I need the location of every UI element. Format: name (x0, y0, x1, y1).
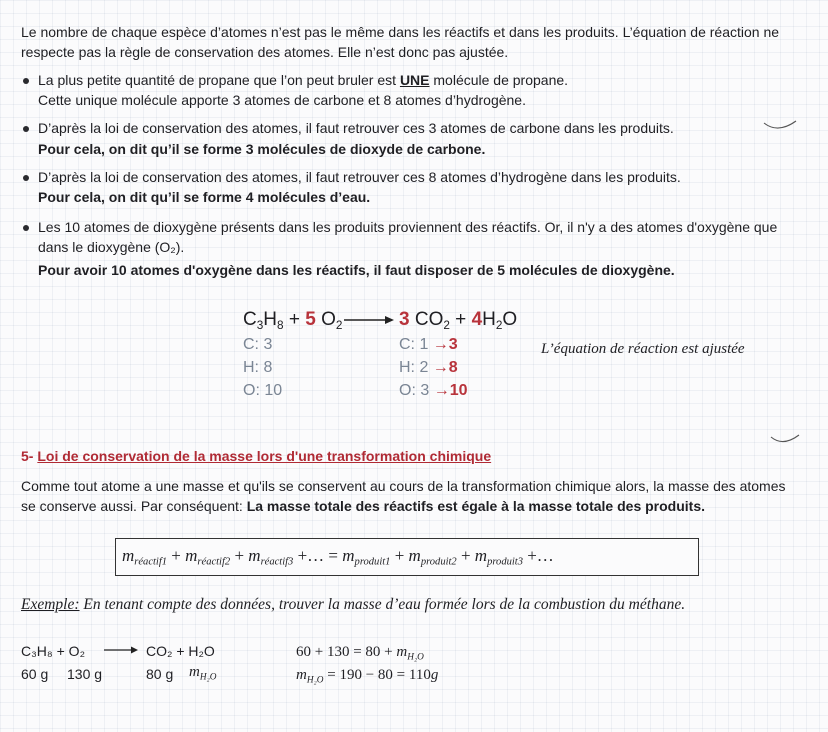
right-count-o: O: 3 →10 (399, 382, 468, 399)
reactants-formula: $C_3H_8 + 5$ $O_2$ (243, 309, 343, 333)
balanced-note: L’équation de réaction est ajustée (541, 341, 745, 357)
bullet-1-line-2: Cette unique molécule apporte 3 atomes de carbone et 8 atomes d’hydrogène. (38, 92, 526, 108)
example-statement: Exemple: En tenant compte des données, trouver la masse d’eau formée lors de la combustion du méthane. (21, 596, 686, 613)
bullet-4-line-1: Les 10 atomes de dioxygène présents dans les produits proviennent des réactifs. Or, il n'y a des atomes d'oxygène que (38, 219, 778, 235)
mass-dioxygen: 130 g (67, 666, 103, 682)
emphasis-une: UNE (399, 72, 430, 88)
mass-conservation-formula: $m_{réactif1} + m_{réactif2} + m_{réactif3}$ +… = $m_{produit1} + m_{produit2} + m_{produit3}$ +… (122, 546, 554, 568)
coefficient-h2o: 4 (471, 309, 483, 330)
bullet-dot-3 (23, 175, 29, 181)
coefficient-co2: 3 (399, 309, 410, 330)
mass-conservation-formula-box (115, 538, 699, 576)
mass-water-symbol: $m_{H_2O}$ (189, 664, 217, 683)
left-count-h: H: 8 (243, 359, 273, 376)
right-count-h: H: 2 →8 (399, 359, 458, 376)
bullet-dot-2 (23, 126, 29, 132)
section-5-heading: 5- Loi de conservation de la masse lors d'une transformation chimique (21, 448, 492, 464)
example-label: Exemple: (21, 596, 80, 613)
bullet-1-line-1: La plus petite quantité de propane que l’on peut bruler est UNE molécule de propane. (38, 72, 569, 88)
section-5-paragraph-line-1: Comme tout atome a une masse et qu'ils se conservent au cours de la transformation chimique alors, la masse des atomes (21, 478, 786, 494)
intro-line-2: respecte pas la règle de conservation des atomes. Elle n’est donc pas ajustée. (21, 44, 509, 60)
bullet-4-line-2: dans le dioxygène (O₂). (38, 239, 185, 255)
bullet-4-line-3: Pour avoir 10 atomes d'oxygène dans les réactifs, il faut disposer de 5 molécules de dioxygène. (38, 262, 675, 278)
calculation-line-2: $m_{H_2O} = 190 - 80 = 110g$ (296, 667, 439, 686)
mass-propane: 60 g (21, 666, 49, 682)
reaction-arrow (342, 312, 396, 326)
bullet-3-line-1: D’après la loi de conservation des atomes, il faut retrouver ces 8 atomes d’hydrogène dans les produits. (38, 169, 681, 185)
example-reaction-arrow (102, 644, 140, 656)
arrow-icon: → (433, 382, 450, 399)
left-count-o: O: 10 (243, 382, 283, 399)
products-formula: 3 $CO_2 + 4H_2O$ (399, 309, 518, 333)
bullet-2-line-2: Pour cela, on dit qu’il se forme 3 molécules de dioxyde de carbone. (38, 141, 486, 157)
right-count-c: C: 1 →3 (399, 336, 458, 353)
intro-line-1: Le nombre de chaque espèce d’atomes n’est pas le même dans les réactifs et dans les produits. L’équation de réaction ne (21, 24, 780, 40)
section-5-paragraph-line-2: se conserve aussi. Par conséquent: La masse totale des réactifs est égale à la masse totale des produits. (21, 498, 705, 514)
arrow-icon: → (432, 359, 449, 376)
arrow-icon: → (432, 336, 449, 353)
coefficient-o2: 5 (305, 309, 316, 330)
example-products: CO₂ + H₂O (146, 643, 215, 659)
left-count-c: C: 3 (243, 336, 273, 353)
calculation-line-1: $60 + 130 = 80 + m_{H_2O}$ (296, 644, 424, 663)
bullet-3-line-2: Pour cela, on dit qu’il se forme 4 molécules d’eau. (38, 189, 371, 205)
bullet-dot-1 (23, 78, 29, 84)
mass-co2: 80 g (146, 666, 174, 682)
example-reactants: C₃H₈ + O₂ (21, 643, 86, 659)
curl-mark-icon (768, 432, 802, 448)
curl-mark-icon (760, 118, 800, 134)
bullet-dot-4 (23, 225, 29, 231)
bullet-2-line-1: D’après la loi de conservation des atomes, il faut retrouver ces 3 atomes de carbone dans les produits. (38, 120, 674, 136)
